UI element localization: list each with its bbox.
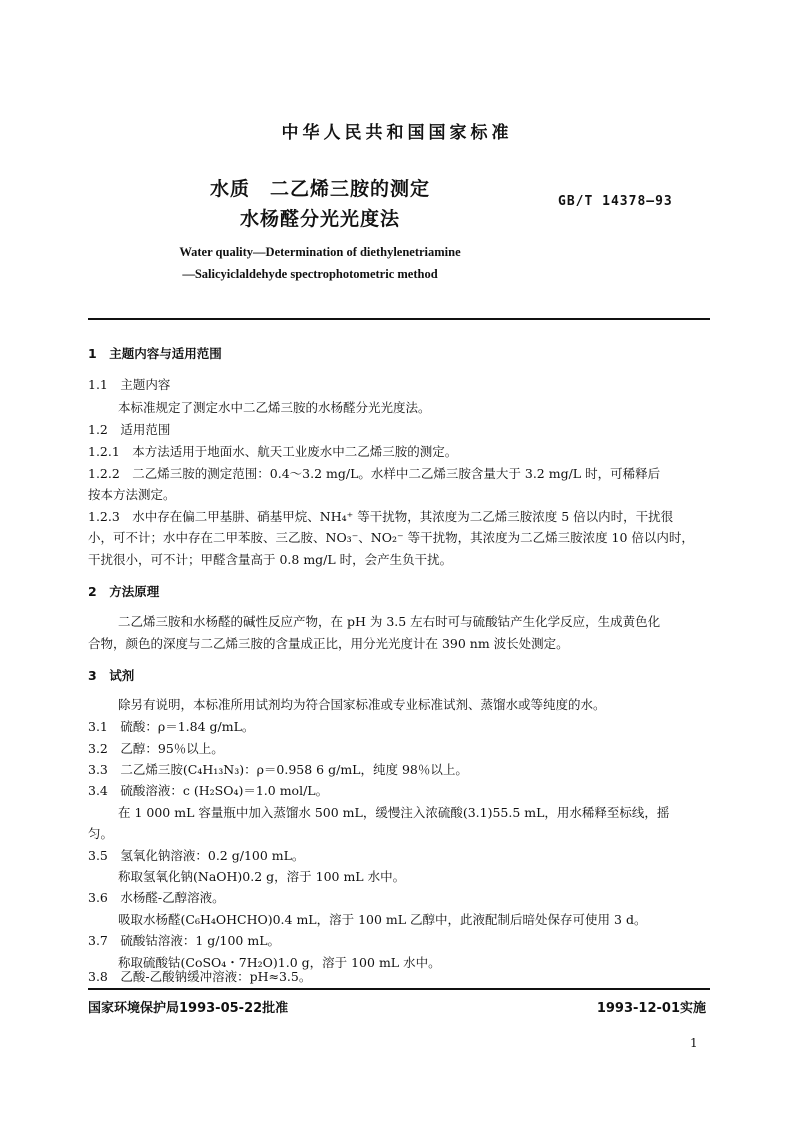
body-text: 按本方法测定。 [88,487,176,502]
body-text: 合物，颜色的深度与二乙烯三胺的含量成正比，用分光光度计在 390 nm 波长处测定。 [88,636,569,651]
body-text: 吸取水杨醛(C₆H₄OHCHO)0.4 mL，溶于 100 mL 乙醇中，此液配制后暗处保存可使用 3 d。 [118,912,647,927]
standard-code: GB/T 14378—93 [558,194,673,209]
english-title-line2: —Salicyiclaldehyde spectrophotometric method [182,267,438,281]
clause-text: 3.3 二乙烯三胺(C₄H₁₃N₃)：ρ＝0.958 6 g/mL，纯度 98％以上。 [88,762,468,777]
clause-text: 3.5 氢氧化钠溶液：0.2 g/100 mL。 [88,848,305,863]
body-text: 称取硫酸钴(CoSO₄・7H₂O)1.0 g，溶于 100 mL 水中。 [118,955,441,970]
clause-text: 3.1 硫酸：ρ＝1.84 g/mL。 [88,719,255,734]
clause-text: 3.4 硫酸溶液：c (H₂SO₄)＝1.0 mol/L。 [88,783,329,798]
footer-divider [88,988,710,990]
body-text: 称取氢氧化钠(NaOH)0.2 g，溶于 100 mL 水中。 [118,869,406,884]
clause-text: 3.8 乙酸-乙酸钠缓冲溶液：pH≈3.5。 [88,969,312,984]
standard-title: 中华人民共和国国家标准 [281,123,513,143]
body-text: 干扰很小，可不计；甲醛含量高于 0.8 mg/L 时，会产生负干扰。 [88,552,453,567]
clause-text: 1.2.3 水中存在偏二甲基肼、硝基甲烷、NH₄⁺ 等干扰物，其浓度为二乙烯三胺浓度 5 倍以内时，干扰很 [88,509,674,524]
english-title-line1: Water quality—Determination of diethylenetriamine [179,245,461,259]
subsection-heading: 1.2 适用范围 [88,422,171,437]
body-text: 在 1 000 mL 容量瓶中加入蒸馏水 500 mL，缓慢注入浓硫酸(3.1)55.5 mL，用水稀释至标线，摇 [118,805,670,820]
page-number: 1 [690,1036,698,1050]
section-heading: 3 试剂 [88,668,135,683]
header-divider [88,318,710,320]
subsection-heading: 1.1 主题内容 [88,377,171,392]
body-text: 二乙烯三胺和水杨醛的碱性反应产物，在 pH 为 3.5 左右时可与硫酸钴产生化学反应，生成黄色化 [118,614,661,629]
approval-note: 国家环境保护局1993-05-22批准 [88,1001,289,1016]
clause-text: 1.2.2 二乙烯三胺的测定范围：0.4～3.2 mg/L。水样中二乙烯三胺含量大于 3.2 mg/L 时，可稀释后 [88,466,661,481]
document-title-line1: 水质 二乙烯三胺的测定 [210,178,431,200]
section-heading: 1 主题内容与适用范围 [88,346,222,361]
clause-text: 3.7 硫酸钴溶液：1 g/100 mL。 [88,933,281,948]
body-text: 除另有说明，本标准所用试剂均为符合国家标准或专业标准试剂、蒸馏水或等纯度的水。 [118,697,606,712]
implementation-date: 1993-12-01实施 [596,1001,706,1016]
body-text: 匀。 [88,826,114,841]
clause-text: 3.2 乙醇：95％以上。 [88,741,224,756]
section-heading: 2 方法原理 [88,584,160,599]
body-text: 本标准规定了测定水中二乙烯三胺的水杨醛分光光度法。 [118,400,431,415]
clause-text: 1.2.1 本方法适用于地面水、航天工业废水中二乙烯三胺的测定。 [88,444,458,459]
clause-text: 3.6 水杨醛-乙醇溶液。 [88,890,225,905]
document-title-line2: 水杨醛分光光度法 [240,208,401,230]
body-text: 小，可不计；水中存在二甲苯胺、三乙胺、NO₃⁻、NO₂⁻ 等干扰物，其浓度为二乙烯三胺浓度 10 倍以内时， [88,530,694,545]
